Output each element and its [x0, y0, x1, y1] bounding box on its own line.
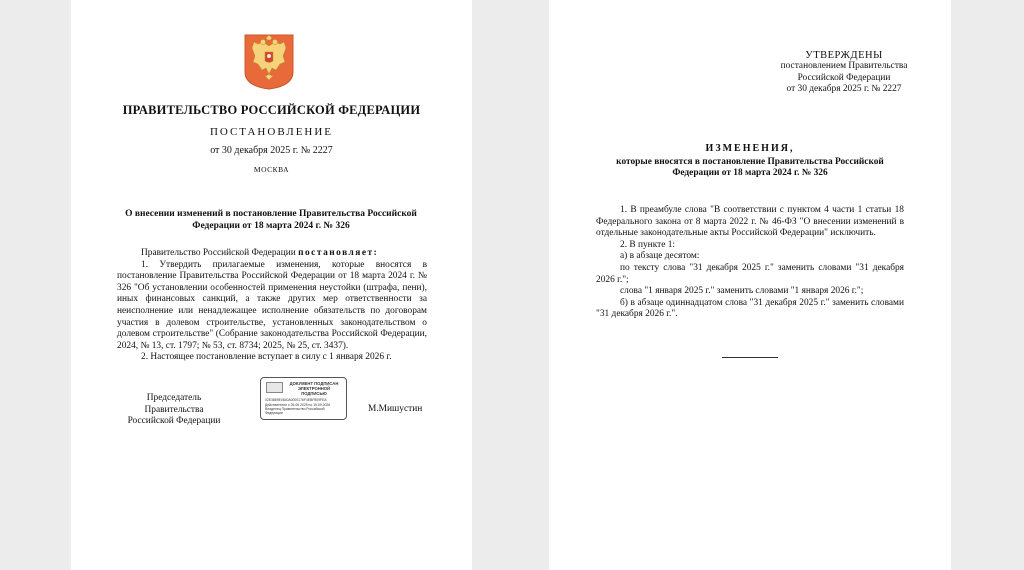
item-1: 1. Утвердить прилагаемые изменения, которые вносятся в постановление Правительства Российской Федерации от 18 марта 2024 г. № 326 "Об установлении особенностей применения неустойки (штрафа, пени), иных финансовых санкций, а также других мер ответственности за неисполнение или ненадлежащее исполнение обязательств по договорам участия в долевом строительстве, установленных законодательством о долевом строительстве" (Собрание законодательства Российской Федерации, 2024, № 13, ст. 1797; № 53, ст. 8734; 2025, № 25, ст. 3437).: [117, 259, 427, 351]
changes-body: [596, 205, 904, 321]
coat-of-arms-icon: [244, 34, 294, 90]
change-2b: б) в абзаце одиннадцатом слова "31 декабря 2025 г." заменить словами "31 декабря 2026 г.".: [596, 297, 904, 320]
document-date: от 30 декабря 2025 г. № 2227: [210, 145, 333, 156]
stamp-owner-1: Владелец Правительство Российской: [265, 407, 325, 411]
stamp-logo-icon: [266, 382, 283, 393]
approved-word: УТВЕРЖДЕНЫ: [805, 50, 883, 61]
changes-title: ИЗМЕНЕНИЯ,: [705, 143, 795, 154]
document-page-2: [549, 0, 951, 570]
stamp-validity: Действителен с 26.06.2025 по 19.09.2026: [265, 403, 331, 407]
change-2a-2: слова "1 января 2025 г." заменить словами "1 января 2026 г.";: [620, 286, 864, 297]
decree-word: постановляет:: [298, 248, 379, 258]
changes-subtitle: которые вносятся в постановление Правительства Российской Федерации от 18 марта 2024 г. № 326: [616, 157, 884, 179]
change-2a: а) в абзаце десятом:: [620, 251, 700, 262]
stamp-certificate: 02E3889E0640A0000176F4EBF809FEA: [265, 398, 327, 402]
item-2: 2. Настоящее постановление вступает в силу с 1 января 2026 г.: [141, 352, 392, 363]
signer-title: Председатель Правительства Российской Федерации: [127, 393, 221, 427]
document-title: О внесении изменений в постановление Правительства Российской Федерации от 18 марта 2024 г. № 326: [125, 209, 417, 231]
change-2: 2. В пункте 1:: [620, 239, 676, 250]
end-divider: [722, 357, 778, 358]
city: МОСКВА: [253, 165, 290, 174]
document-page-1: [71, 0, 472, 570]
government-heading: ПРАВИТЕЛЬСТВО РОССИЙСКОЙ ФЕДЕРАЦИИ: [122, 103, 421, 117]
stamp-owner-2: Федерации: [265, 411, 283, 415]
document-body: [117, 248, 427, 364]
signer-name: М.Мишустин: [368, 404, 423, 414]
document-type: ПОСТАНОВЛЕНИЕ: [209, 126, 334, 138]
change-1: 1. В преамбуле слова "В соответствии с пунктом 4 части 1 статьи 18 Федерального закона от 8 марта 2022 г. № 46-ФЗ "О внесении изменений в отдельные законодательные акты Российской Федерации" исключить.: [596, 205, 904, 239]
change-2a-1: по тексту слова "31 декабря 2025 г." заменить словами "31 декабря 2026 г.";: [596, 262, 904, 285]
preamble: Правительство Российской Федерации постановляет:: [141, 248, 379, 258]
approval-block: УТВЕРЖДЕНЫ постановлением Правительства Российской Федерации от 30 декабря 2025 г. № 2227: [759, 50, 929, 96]
stamp-header: ДОКУМЕНТ ПОДПИСАН ЭЛЕКТРОННОЙ ПОДПИСЬЮ: [289, 381, 339, 396]
electronic-signature-stamp: [260, 377, 347, 420]
